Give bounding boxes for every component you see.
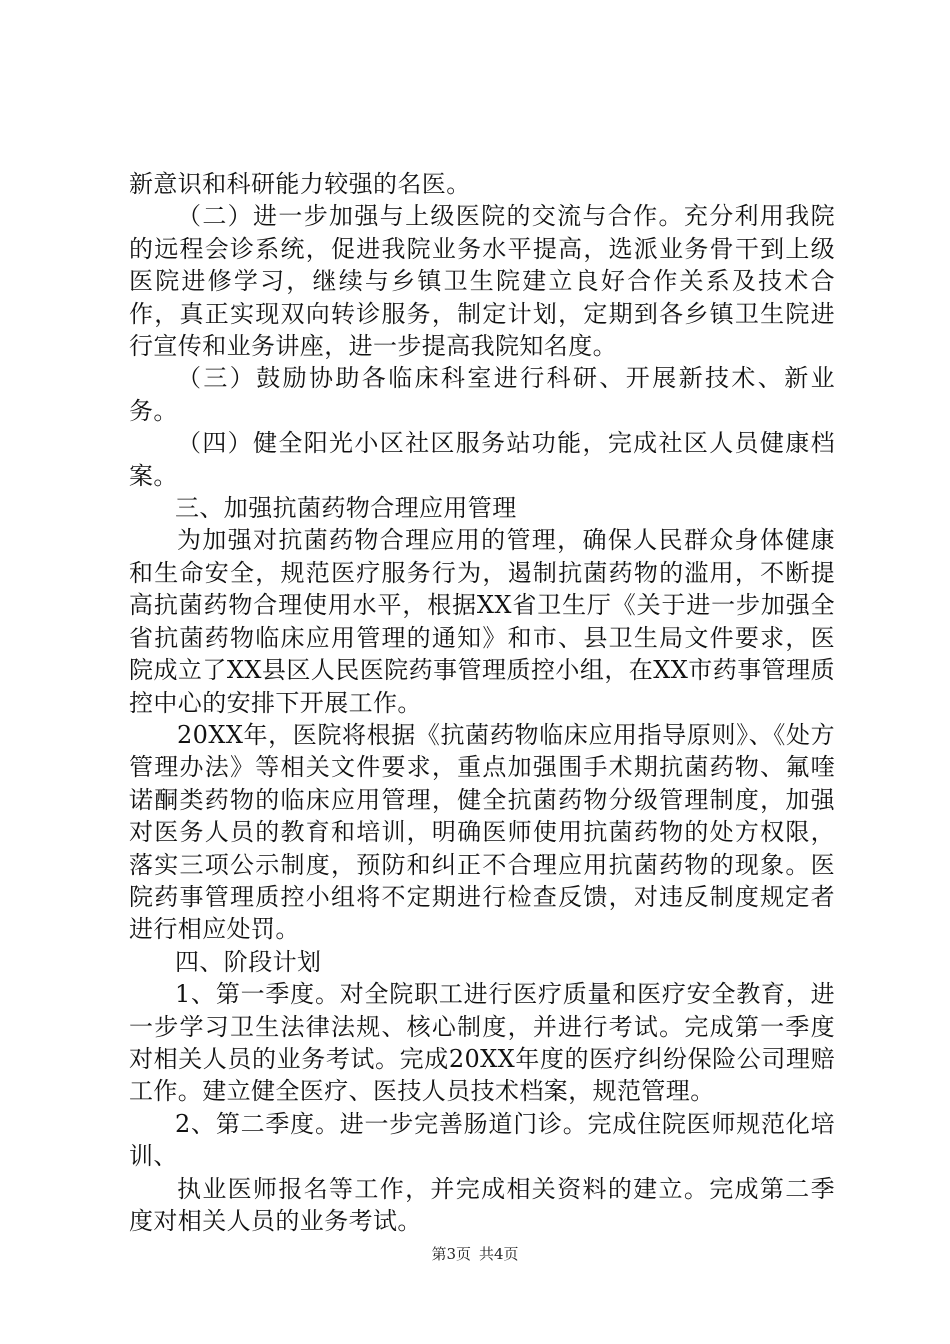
paragraph-antibiotic-plan: 20XX年，医院将根据《抗菌药物临床应用指导原则》、《处方管理办法》等相关文件要求，重点加强围手术期抗菌药物、氟喹诺酮类药物的临床应用管理，健全抗菌药物分级管理制度，加强对医务人员的教育和培训，明确医师使用抗菌药物的处方权限，落实三项公示制度，预防和纠正不合理应用抗菌药物的现象。医院药事管理质控小组将不定期进行检查反馈，对违反制度规定者进行相应处罚。	[129, 720, 835, 944]
section-heading-3: 三、加强抗菌药物合理应用管理	[175, 494, 517, 523]
paragraph-item-2: （二）进一步加强与上级医院的交流与合作。充分利用我院的远程会诊系统，促进我院业务水平提高，选派业务骨干到上级医院进修学习，继续与乡镇卫生院建立良好合作关系及技术合作，真正实现双向转诊服务，制定计划，定期到各乡镇卫生院进行宣传和业务讲座，进一步提高我院知名度。	[129, 202, 835, 361]
page-footer	[0, 1244, 950, 1264]
paragraph-quarter-2-continued: 执业医师报名等工作，并完成相关资料的建立。完成第二季度对相关人员的业务考试。	[129, 1174, 835, 1235]
paragraph-quarter-2: 2、第二季度。进一步完善肠道门诊。完成住院医师规范化培训、	[129, 1109, 835, 1171]
paragraph-quarter-1: 1、第一季度。对全院职工进行医疗质量和医疗安全教育，进一步学习卫生法律法规、核心制度，并进行考试。完成第一季度对相关人员的业务考试。完成20XX年度的医疗纠纷保险公司理赔工作。建立健全医疗、医技人员技术档案，规范管理。	[129, 980, 835, 1106]
paragraph-antibiotic-intro: 为加强对抗菌药物合理应用的管理，确保人民群众身体健康和生命安全，规范医疗服务行为，遏制抗菌药物的滥用，不断提高抗菌药物合理使用水平，根据XX省卫生厅《关于进一步加强全省抗菌药物临床应用管理的通知》和市、县卫生局文件要求，医院成立了XX县区人民医院药事管理质控小组，在XX市药事管理质控中心的安排下开展工作。	[129, 526, 835, 717]
document-body	[129, 168, 835, 1237]
page-number: 第3页	[431, 1245, 471, 1263]
section-heading-4: 四、阶段计划	[175, 947, 322, 976]
paragraph-continuation: 新意识和科研能力较强的名医。	[129, 170, 471, 198]
paragraph-item-3: （三）鼓励协助各临床科室进行科研、开展新技术、新业务。	[129, 364, 835, 425]
paragraph-item-4: （四）健全阳光小区社区服务站功能，完成社区人员健康档案。	[129, 429, 835, 490]
page-total: 共4页	[479, 1245, 519, 1263]
